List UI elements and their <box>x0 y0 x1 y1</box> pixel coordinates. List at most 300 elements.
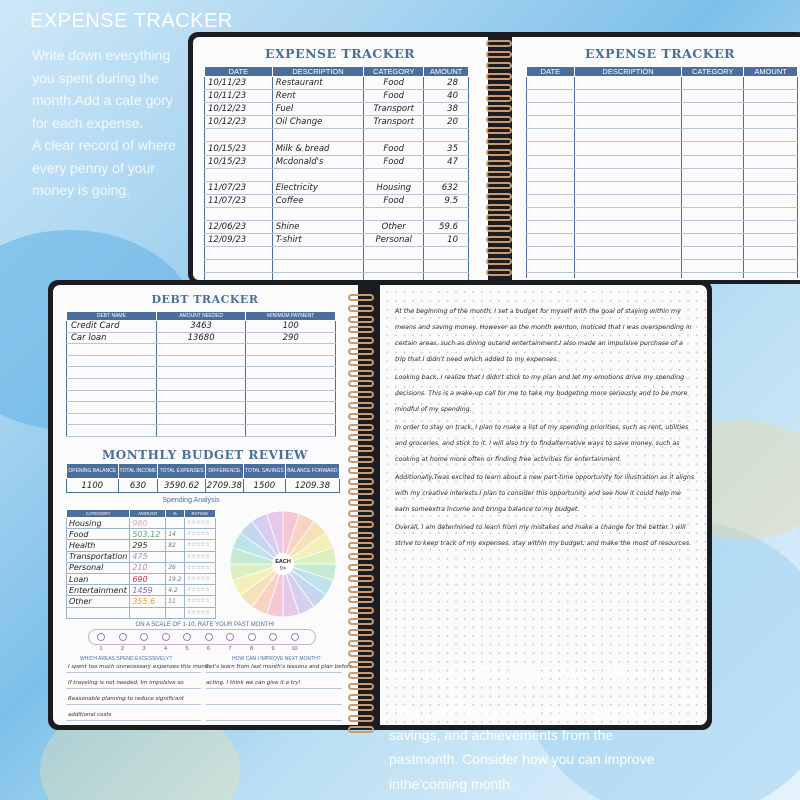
table-cell <box>527 129 575 142</box>
answer-text: Let's learn from last month's lessons and plan before <box>206 664 353 670</box>
table-cell <box>67 367 157 379</box>
table-cell: 28 <box>424 77 469 90</box>
table-cell <box>246 378 336 390</box>
table-row <box>527 207 798 220</box>
table-cell <box>682 90 744 103</box>
table-cell <box>682 129 744 142</box>
answer-line <box>66 672 201 673</box>
percent-cell: 11 <box>166 596 184 607</box>
table-cell <box>574 181 682 194</box>
reflect-line: pastmonth. Consider how you can improve <box>389 751 655 767</box>
spiral-ring <box>348 607 374 614</box>
table-cell: Food <box>364 155 424 168</box>
table-cell: Food <box>364 90 424 103</box>
table-cell: 9.5 <box>424 194 469 207</box>
table-cell <box>574 260 682 273</box>
table-cell <box>682 247 744 260</box>
spiral-ring <box>348 370 374 377</box>
table-cell <box>67 402 157 414</box>
spiral-ring <box>348 542 374 549</box>
spiral-ring <box>486 171 512 178</box>
table-cell <box>272 247 364 260</box>
percent-cell <box>166 518 184 529</box>
table-cell <box>205 129 273 142</box>
scale-number: 10 <box>291 646 298 652</box>
table-row <box>527 129 798 142</box>
table-cell: T-shirt <box>272 234 364 247</box>
table-row <box>527 273 798 278</box>
table-row <box>205 90 469 103</box>
spiral-ring <box>486 51 512 58</box>
table-cell <box>205 168 273 181</box>
table-cell <box>744 155 798 168</box>
table-cell <box>744 116 798 129</box>
table-row <box>205 103 469 116</box>
spiral-ring <box>348 337 374 344</box>
table-row <box>527 234 798 247</box>
table-cell: 35 <box>424 142 469 155</box>
spiral-ring <box>348 348 374 355</box>
table-cell <box>744 90 798 103</box>
table-cell: Food <box>364 142 424 155</box>
spiral-ring <box>348 402 374 409</box>
scale-number: 6 <box>206 646 211 652</box>
spiral-ring <box>486 225 512 232</box>
table-cell <box>527 90 575 103</box>
percent-cell: 26 <box>166 562 184 573</box>
table-row <box>527 221 798 234</box>
column-header: TOTAL EXPENSES <box>158 464 205 479</box>
monthly-budget-title: MONTHLY BUDGET REVIEW <box>101 448 309 462</box>
budget-value: 2709.38 <box>206 480 242 491</box>
category-cell <box>67 607 130 618</box>
table-cell: Credit Card <box>67 321 157 333</box>
table-cell <box>364 260 424 273</box>
spiral-ring <box>348 715 374 722</box>
spiral-ring <box>348 694 374 701</box>
table-cell: Car loan <box>67 332 157 344</box>
table-cell <box>574 155 682 168</box>
table-row <box>205 234 469 247</box>
spiral-ring <box>348 359 374 366</box>
table-cell <box>527 77 575 90</box>
table-cell: Rent <box>272 90 364 103</box>
debt-table <box>66 311 336 437</box>
table-cell <box>527 221 575 234</box>
spiral-ring <box>348 510 374 517</box>
answer-line <box>206 704 342 705</box>
category-cell: Food <box>67 529 130 540</box>
column-header: DESCRIPTION <box>272 67 364 77</box>
table-cell <box>527 260 575 273</box>
table-cell <box>527 116 575 129</box>
column-header: DATE <box>527 67 575 77</box>
table-cell: 3463 <box>156 321 246 333</box>
table-row <box>205 207 469 220</box>
spiral-ring <box>348 704 374 711</box>
spiral-ring <box>486 73 512 80</box>
table-cell <box>67 425 157 437</box>
scale-dot[interactable] <box>183 633 191 641</box>
table-row <box>205 116 469 129</box>
rating-stars: ☆☆☆☆☆ <box>184 607 215 618</box>
table-cell <box>744 77 798 90</box>
table-cell <box>246 413 336 425</box>
pie-center-label: EACH <box>275 559 291 565</box>
table-row <box>67 355 336 367</box>
table-cell: 47 <box>424 155 469 168</box>
rating-stars: ☆☆☆☆☆ <box>184 596 215 607</box>
answer-line <box>66 688 201 689</box>
table-cell: 12/06/23 <box>205 221 273 234</box>
table-cell: Milk & bread <box>272 142 364 155</box>
promo-line: Write down everything <box>32 47 171 63</box>
scale-number: 4 <box>163 646 168 652</box>
table-cell <box>364 129 424 142</box>
column-header: MINIMUM PAYMENT <box>246 312 336 321</box>
table-cell <box>67 413 157 425</box>
table-row <box>527 142 798 155</box>
table-row <box>67 344 336 356</box>
spiral-ring <box>348 521 374 528</box>
budget-value: 630 <box>118 479 158 493</box>
scale-dot[interactable] <box>97 633 105 641</box>
table-row <box>205 168 469 181</box>
answer-text: I spent too much unnecessary expenses this month <box>68 664 211 670</box>
table-cell: 40 <box>424 90 469 103</box>
table-cell <box>744 234 798 247</box>
column-header: OPENING BALANCE <box>67 464 119 479</box>
spiral-ring <box>486 62 512 69</box>
spiral-ring <box>348 456 374 463</box>
table-cell <box>682 194 744 207</box>
spiral-ring <box>348 488 374 495</box>
table-cell <box>682 116 744 129</box>
table-cell <box>682 234 744 247</box>
table-row <box>205 260 469 273</box>
table-row <box>67 540 216 551</box>
table-cell <box>574 116 682 129</box>
table-cell: 10/15/23 <box>205 142 273 155</box>
scale-dot[interactable] <box>205 633 213 641</box>
table-cell <box>574 90 682 103</box>
table-cell <box>246 367 336 379</box>
answer-text: acting. I think we can give it a try! <box>206 680 301 686</box>
budget-value: 1209.38 <box>285 479 339 493</box>
table-cell <box>744 103 798 116</box>
rating-stars: ☆☆☆☆☆ <box>184 540 215 551</box>
table-cell <box>574 194 682 207</box>
spending-pie-chart <box>228 509 338 619</box>
spiral-ring <box>348 564 374 571</box>
table-cell <box>527 234 575 247</box>
category-cell: Entertainment <box>67 585 130 596</box>
column-header: DESCRIPTION <box>574 67 682 77</box>
table-cell <box>574 103 682 116</box>
table-cell <box>424 168 469 181</box>
table-cell <box>527 194 575 207</box>
table-cell: 290 <box>246 332 336 344</box>
table-cell <box>246 402 336 414</box>
budget-value: 1500 <box>243 479 285 493</box>
table-row <box>527 103 798 116</box>
spiral-ring <box>486 105 512 112</box>
scale-dot[interactable] <box>162 633 170 641</box>
table-cell: Oil Change <box>272 116 364 129</box>
category-cell: Transportation <box>67 551 130 562</box>
table-cell: 10/11/23 <box>205 77 273 90</box>
column-header: AMOUNT <box>744 67 798 77</box>
table-cell <box>205 260 273 273</box>
table-row <box>527 168 798 181</box>
percent-cell <box>166 607 184 618</box>
spiral-ring <box>348 650 374 657</box>
spiral-ring <box>486 95 512 102</box>
table-row <box>67 367 336 379</box>
table-cell: 100 <box>246 321 336 333</box>
category-cell: Personal <box>67 562 130 573</box>
table-cell: Personal <box>364 234 424 247</box>
table-cell <box>527 273 575 278</box>
table-cell <box>574 129 682 142</box>
table-cell <box>424 247 469 260</box>
percent-cell: 19.2 <box>166 573 184 584</box>
column-header: DATE <box>205 67 273 77</box>
table-cell: 13680 <box>156 332 246 344</box>
table-cell: 38 <box>424 103 469 116</box>
amount-cell: 355.6 <box>130 596 166 607</box>
answer-line <box>66 720 201 721</box>
table-cell: Electricity <box>272 181 364 194</box>
scale-dot[interactable] <box>291 633 299 641</box>
table-cell: 10/11/23 <box>205 90 273 103</box>
spiral-ring <box>348 294 374 301</box>
amount-cell <box>130 607 166 618</box>
table-cell <box>744 260 798 273</box>
table-cell <box>744 168 798 181</box>
table-cell <box>156 344 246 356</box>
table-cell <box>682 142 744 155</box>
spiral-ring <box>348 434 374 441</box>
table-cell <box>744 273 798 278</box>
percent-cell: 82 <box>166 540 184 551</box>
table-row <box>67 551 216 562</box>
rate-scale-title: ON A SCALE OF 1-10, RATE YOUR PAST MONTH! <box>135 622 275 628</box>
spiral-ring <box>348 478 374 485</box>
amount-cell: 690 <box>130 573 166 584</box>
table-cell: 12/09/23 <box>205 234 273 247</box>
table-cell <box>156 425 246 437</box>
table-row <box>67 378 336 390</box>
spiral-ring <box>348 445 374 452</box>
table-cell <box>67 344 157 356</box>
table-cell <box>682 207 744 220</box>
spiral-ring <box>348 575 374 582</box>
table-cell <box>246 425 336 437</box>
table-cell <box>272 168 364 181</box>
table-cell <box>272 129 364 142</box>
table-cell <box>156 390 246 402</box>
spiral-ring <box>486 258 512 265</box>
spiral-ring <box>348 532 374 539</box>
journal-paragraph: Additionally,Twas excited to learn about a new part-time opportunity for illustration as it aligns with my creative interests.I plan to consider this opportunity and see how it could help me earn someextra income and bringa balance to my budget. <box>395 474 695 513</box>
table-row <box>527 181 798 194</box>
promo-line: for each expense. <box>32 114 144 131</box>
monthly-budget-table <box>66 463 340 493</box>
column-header: CATEGORY <box>364 67 424 77</box>
answer-line <box>206 720 342 721</box>
table-cell <box>364 207 424 220</box>
budget-value: 3590.62 <box>158 479 205 493</box>
scale-number: 2 <box>120 646 125 652</box>
table-cell <box>156 413 246 425</box>
table-cell <box>424 207 469 220</box>
spiral-ring <box>486 269 512 276</box>
table-cell <box>682 168 744 181</box>
table-cell <box>272 207 364 220</box>
spiral-ring <box>486 138 512 145</box>
answer-line <box>66 704 201 705</box>
spiral-ring <box>486 160 512 167</box>
scale-dot[interactable] <box>226 633 234 641</box>
spiral-ring <box>486 149 512 156</box>
reflect-line: Take a look back at your income,spending, <box>389 702 654 718</box>
table-cell <box>744 221 798 234</box>
table-row <box>67 562 216 573</box>
promo-line: month.Add a cate gory <box>32 92 173 108</box>
table-row <box>67 596 216 607</box>
rate-scale[interactable] <box>88 629 316 652</box>
reflect-description <box>389 698 709 796</box>
answer-text: If traveling is not needed, Im impulsive so <box>68 680 184 686</box>
answer-line <box>206 672 342 673</box>
table-row <box>205 194 469 207</box>
table-cell <box>156 402 246 414</box>
table-cell <box>424 260 469 273</box>
table-cell: 632 <box>424 181 469 194</box>
table-cell <box>246 390 336 402</box>
scale-number: 8 <box>249 646 254 652</box>
column-header: CATEGORY <box>682 67 744 77</box>
table-row <box>527 260 798 273</box>
spiral-ring <box>486 127 512 134</box>
table-cell: 10 <box>424 234 469 247</box>
spiral-ring <box>348 683 374 690</box>
table-cell <box>527 142 575 155</box>
expense-table <box>204 66 469 287</box>
table-cell <box>205 207 273 220</box>
table-cell: 11/07/23 <box>205 194 273 207</box>
spiral-ring <box>348 672 374 679</box>
budget-value: 1100 <box>67 479 119 493</box>
spiral-ring <box>486 236 512 243</box>
spiral-ring <box>486 247 512 254</box>
table-row <box>67 332 336 344</box>
table-cell: Coffee <box>272 194 364 207</box>
table-cell: Restaurant <box>272 77 364 90</box>
table-cell <box>574 77 682 90</box>
scale-dot[interactable] <box>119 633 127 641</box>
spiral-ring <box>348 661 374 668</box>
debt-tracker-title: DEBT TRACKER <box>151 293 259 306</box>
table-cell <box>156 367 246 379</box>
expense-tracker-title: EXPENSE TRACKER <box>264 46 416 61</box>
table-cell <box>364 168 424 181</box>
rating-stars: ☆☆☆☆☆ <box>184 585 215 596</box>
column-header: TOTAL INCOME <box>118 464 158 479</box>
reflect-title: REFLECT ON THE PAST MONTH <box>387 664 676 685</box>
scale-number: 3 <box>142 646 146 652</box>
column-header: DIFFERENCE <box>205 464 243 479</box>
spending-analysis-title: Spending Analysis <box>162 497 220 504</box>
promo-line: A clear record of where <box>32 137 176 153</box>
spiral-ring <box>348 316 374 323</box>
table-row <box>527 77 798 90</box>
spiral-ring <box>486 193 512 200</box>
spiral-ring <box>348 413 374 420</box>
spiral-ring <box>348 586 374 593</box>
table-row <box>205 129 469 142</box>
scale-dot[interactable] <box>248 633 256 641</box>
table-cell: Food <box>364 77 424 90</box>
spiral-ring <box>348 380 374 387</box>
table-cell <box>682 260 744 273</box>
table-cell <box>744 142 798 155</box>
table-row <box>527 247 798 260</box>
table-cell: 11/07/23 <box>205 181 273 194</box>
table-cell <box>682 181 744 194</box>
table-cell <box>156 378 246 390</box>
expense-tracker-title-right: EXPENSE TRACKER <box>584 46 736 61</box>
answer-text: Reasonable planning to reduce significant <box>68 696 184 702</box>
table-cell <box>744 194 798 207</box>
table-row <box>67 425 336 437</box>
amount-cell: 1459 <box>130 585 166 596</box>
column-header: DEBT NAME <box>67 312 157 321</box>
table-cell <box>574 168 682 181</box>
table-cell <box>246 355 336 367</box>
spiral-ring <box>486 40 512 47</box>
table-cell <box>246 344 336 356</box>
spiral-ring <box>348 326 374 333</box>
table-row <box>67 607 216 618</box>
table-row <box>527 194 798 207</box>
spiral-ring <box>348 596 374 603</box>
reflect-line: inthe'coming month. <box>389 775 514 792</box>
spiral-ring <box>486 204 512 211</box>
spending-table <box>66 509 216 619</box>
journal-paragraph: In order to stay on track, I plan to make a list of my spending priorities, such as rent, utilities and groceries, and stick to it. I will also try to findalternative ways to save money, such as cooking at home more often or finding free activities for entertainment. <box>395 424 689 463</box>
table-row <box>205 155 469 168</box>
percent-cell: 4.2 <box>166 585 184 596</box>
promo-line: you spent during the <box>32 69 159 86</box>
table-cell <box>527 207 575 220</box>
table-cell <box>682 221 744 234</box>
table-cell: 10/12/23 <box>205 103 273 116</box>
category-cell: Health <box>67 540 130 551</box>
scale-number: 7 <box>228 646 232 652</box>
spiral-ring <box>348 499 374 506</box>
scale-dot[interactable] <box>269 633 277 641</box>
table-row <box>67 402 336 414</box>
rating-stars: ☆☆☆☆☆ <box>184 562 215 573</box>
scale-dot[interactable] <box>140 633 148 641</box>
promo-line: every penny of your <box>32 159 155 176</box>
table-cell <box>527 247 575 260</box>
spiral-ring <box>348 467 374 474</box>
table-cell <box>272 260 364 273</box>
table-cell: 10/12/23 <box>205 116 273 129</box>
